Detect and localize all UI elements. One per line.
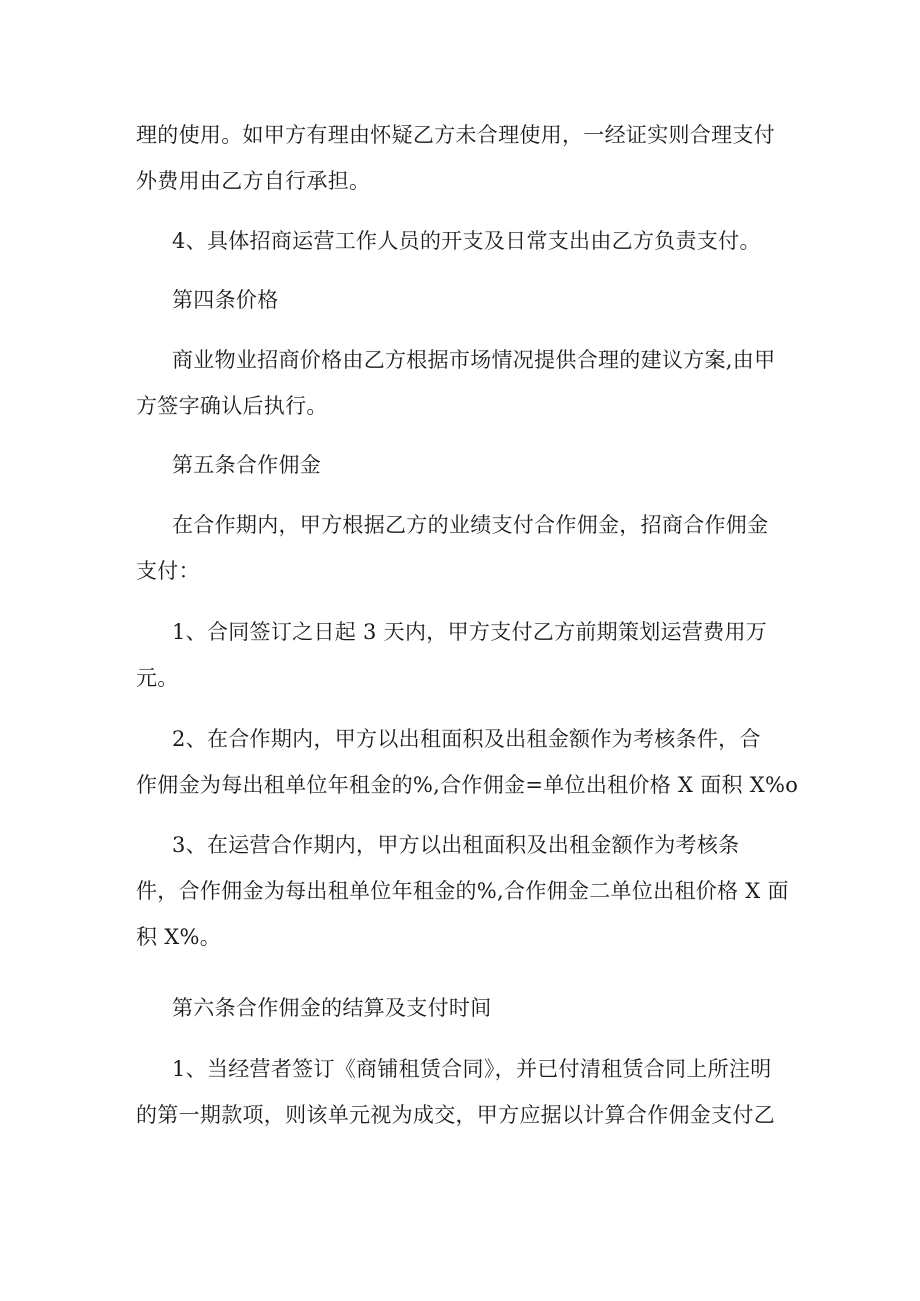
text-line: 1、合同签订之日起 3 天内，甲方支付乙方前期策划运营费用万 (172, 620, 768, 644)
paragraph-item-2 (136, 716, 799, 808)
section-heading-article-5 (136, 442, 796, 488)
paragraph-item-3 (136, 822, 796, 960)
text-line: 支付： (136, 559, 200, 583)
text-line: 4、具体招商运营工作人员的开支及日常支出由乙方负责支付。 (172, 229, 761, 253)
section-heading-article-4 (136, 277, 796, 323)
text-line: 件，合作佣金为每出租单位年租金的%,合作佣金二单位出租价格 X 面 (136, 879, 789, 903)
text-line: 商业物业招商价格由乙方根据市场情况提供合理的建议方案,由甲 (172, 348, 776, 372)
text-line: 外费用由乙方自行承担。 (136, 169, 371, 193)
text-line: 1、当经营者签订《商铺租赁合同》，并已付清租赁合同上所注明 (172, 1057, 772, 1081)
paragraph-commission-intro (136, 502, 796, 594)
paragraph-item-1 (136, 609, 796, 701)
paragraph-continuation (136, 112, 796, 204)
heading-text: 第六条合作佣金的结算及支付时间 (172, 996, 492, 1020)
paragraph-pricing (136, 337, 796, 429)
text-line: 元。 (136, 666, 179, 690)
text-line: 在合作期内，甲方根据乙方的业绩支付合作佣金，招商合作佣金 (172, 513, 769, 537)
text-line: 3、在运营合作期内，甲方以出租面积及出租金额作为考核条 (172, 833, 740, 857)
text-line: 的第一期款项，则该单元视为成交，甲方应据以计算合作佣金支付乙 (136, 1103, 775, 1127)
text-line: 2、在合作期内，甲方以出租面积及出租金额作为考核条件，合 (172, 727, 761, 751)
section-heading-article-6 (136, 985, 796, 1031)
paragraph-settlement (136, 1046, 796, 1138)
text-line: 方签字确认后执行。 (136, 394, 328, 418)
text-line: 理的使用。如甲方有理由怀疑乙方未合理使用，一经证实则合理支付 (136, 123, 775, 147)
paragraph-item-4 (136, 218, 796, 264)
text-line: 作佣金为每出租单位年租金的%,合作佣金=单位出租价格 X 面积 X%o (136, 773, 799, 797)
text-line: 积 X%。 (136, 925, 222, 949)
heading-text: 第五条合作佣金 (172, 453, 322, 477)
heading-text: 第四条价格 (172, 288, 279, 312)
